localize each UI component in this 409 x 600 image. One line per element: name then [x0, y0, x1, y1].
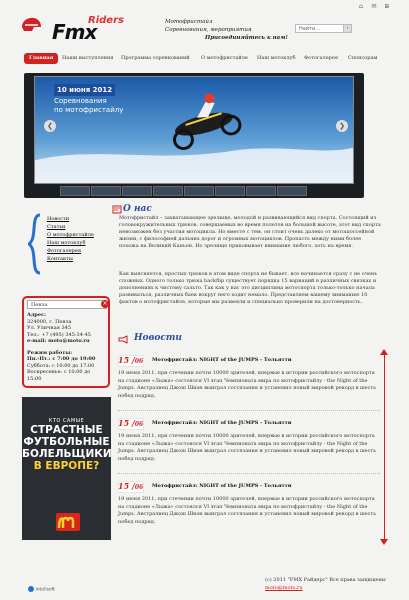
news-day: 15	[118, 481, 130, 491]
hours-line: Пн.-Пт.: с 7:00 до 19:00	[27, 356, 96, 362]
slider-thumb[interactable]	[122, 186, 152, 196]
slider-thumb[interactable]	[184, 186, 214, 196]
menu-item-about-fmx[interactable]: О мотофристайле	[47, 232, 94, 238]
scroll-up-icon[interactable]	[380, 349, 388, 355]
divider	[118, 473, 380, 474]
about-title: О нас	[123, 204, 152, 214]
megaphone-icon	[118, 335, 128, 344]
slider-thumb[interactable]	[153, 186, 183, 196]
search-input[interactable]: Найти...	[295, 24, 347, 33]
main-nav	[0, 53, 409, 65]
news-date: 15 /06	[118, 355, 144, 365]
footer-email[interactable]: moto@moto.ru	[265, 585, 303, 591]
ad-line: В ЕВРОПЕ?	[33, 460, 100, 472]
news-day: 15	[118, 355, 130, 365]
divider	[118, 410, 380, 411]
address-box	[22, 296, 110, 388]
city-select[interactable]	[27, 300, 107, 309]
slider-thumb[interactable]	[60, 186, 90, 196]
news-date: 15 /06	[118, 481, 144, 491]
footer-copyright: (c) 2011 "FMX Райдерс" Все права защищены	[265, 577, 386, 583]
menu-item-news[interactable]: Новости	[47, 216, 70, 222]
news-headline[interactable]: Мотофристайл: NIGHT of the JUMPS - Тольятти	[152, 483, 292, 489]
logo-text[interactable]: Fmx	[52, 20, 97, 44]
tagline-line-1: Мотофристайл	[165, 19, 213, 25]
side-menu	[47, 215, 94, 263]
ad-line: КТО САМЫЕ	[48, 418, 85, 424]
news-title: Новости	[134, 333, 182, 343]
mcdonalds-logo-icon	[56, 513, 80, 531]
tagline	[165, 18, 288, 42]
close-icon[interactable]: ×	[102, 300, 108, 307]
slider-thumb[interactable]	[215, 186, 245, 196]
hours-line: Суббота: с 10:00 до 17:00	[27, 362, 95, 369]
news-text: 19 июня 2011, при стечении почти 10000 зрителей, впервые в истории российского мотоспорта на стадионе «Лыжа» состоялся VI этап Чемпионата мира по мотофристайлу - the Night of the Jumps. Австралиец Джош Шиэн выиграл состязания и установил новый мировой рекорд в шесть побед подряд.	[118, 433, 376, 462]
city-select-value: Пенза	[31, 302, 48, 308]
nav-item-performances[interactable]: Наши выступления	[62, 55, 114, 61]
news-month: 06	[134, 358, 144, 365]
logo-script: Riders	[88, 15, 124, 26]
slider-title	[54, 97, 148, 115]
address-line: 324000, г. Пенза	[27, 318, 72, 325]
menu-item-contacts[interactable]: Контакты	[47, 256, 73, 262]
address-phone: Тел.: +7 (495) 345-34-45	[27, 331, 91, 338]
slider-next-icon[interactable]: ❯	[336, 120, 348, 132]
slider-thumb[interactable]	[91, 186, 121, 196]
news-month: 06	[134, 421, 144, 428]
ad-line: СТРАСТНЫЕ	[30, 424, 103, 436]
slider-caption	[54, 84, 148, 115]
sitemap-icon[interactable]: ⊞	[384, 3, 390, 10]
developer-logo-icon	[28, 586, 34, 592]
home-icon[interactable]: ⌂	[358, 3, 364, 10]
news-text: 19 июня 2011, при стечении почти 10000 зрителей, впервые в истории российского мотоспорта на стадионе «Лыжа» состоялся VI этап Чемпионата мира по мотофристайлу - the Night of the Jumps. Австралиец Джош Шиэн выиграл состязания и установил новый мировой рекорд в шесть побед подряд.	[118, 370, 376, 399]
menu-item-articles[interactable]: Статьи	[47, 224, 66, 230]
header-icons	[358, 4, 390, 10]
about-paragraph: Как выясняется, простых трюков в этом виде спорта не бывает, все начинается сразу с не очень сложных. Одного только трюка backflip существует порядка 15 вариаций в различных связках и дополнениях к чистому сальто. Так как у нас это дисциплина мотоспорта только-только начала развиваться, различных баек вокруг него ходит немало. Представляем вашему вниманию 10 фактов о мотофристайле, которые мы развеяли и специально проверили на достоверность.	[119, 271, 378, 305]
nav-item-program[interactable]: Программа соревнований	[121, 55, 190, 61]
developer-logo-text: intellsoft	[35, 587, 55, 593]
ad-line: ФУТБОЛЬНЫЕ	[23, 436, 110, 448]
nav-item-home[interactable]: Главная	[24, 53, 58, 64]
tagline-line-2: Соревнования, мероприятия	[165, 27, 252, 33]
nav-item-sponsors[interactable]: Спонсорам	[348, 55, 378, 61]
news-day: 15	[118, 418, 130, 428]
ad-line: БОЛЕЛЬЩИКИ	[22, 448, 112, 460]
address-line: Ул. Уличная 345	[27, 325, 71, 331]
about-paragraph: Мотофристайл – захватывающее зрелище, молодой и развивающийся вид спорта. Состоящий из головокружительных трюков, совершаемых во время полетов на большой высоте, этот вид спорта невозможен без участия мотоцикла. Но вместе с тем, он стоит очень далеко от мотошоссейной жизни, с философией дальних дорог и огромных мотоциклов. Пропасть между ними более похожа на Великий Каньон. Но зрелище приковывает внимание любого, хоть на время.	[119, 215, 381, 249]
hours-line: Воскресенье: с 10:00 до 15:00	[27, 369, 91, 382]
news-date: 15 /06	[118, 418, 144, 428]
developer-logo[interactable]	[28, 586, 55, 593]
menu-bracket-icon	[28, 213, 42, 275]
search-button[interactable]: ›	[343, 24, 352, 33]
news-month: 06	[134, 484, 144, 491]
news-headline[interactable]: Мотофристайл: NIGHT of the JUMPS - Тольятти	[152, 357, 292, 363]
slider-date: 10 июня 2012	[54, 84, 115, 96]
mail-icon[interactable]: ✉	[371, 3, 377, 10]
tagline-line-3: Присоединяйтесь к нам!	[205, 35, 288, 41]
menu-item-gallery[interactable]: Фотогалерея	[47, 248, 81, 254]
slider-prev-icon[interactable]: ❮	[44, 120, 56, 132]
slider-title-line-2: по мотофристайлу	[54, 106, 124, 114]
nav-item-club[interactable]: Наш мотоклуб	[257, 55, 296, 61]
hours-label: Режим работы:	[27, 349, 73, 356]
slider-thumbs	[60, 186, 307, 196]
scroll-down-icon[interactable]	[380, 539, 388, 545]
news-scrollbar[interactable]	[383, 353, 386, 541]
nav-item-gallery[interactable]: Фотогалерея	[304, 55, 338, 61]
address-body	[27, 312, 105, 382]
address-label: Адрес:	[27, 312, 46, 318]
ad-banner-text	[22, 418, 111, 472]
nav-item-about-fmx[interactable]: О мотофристайле	[201, 55, 248, 61]
slider-thumb[interactable]	[277, 186, 307, 196]
news-headline[interactable]: Мотофристайл: NIGHT of the JUMPS - Тольятти	[152, 420, 292, 426]
slider-thumb[interactable]	[246, 186, 276, 196]
helmet-logo-icon	[20, 17, 42, 35]
info-icon	[112, 205, 122, 214]
slider-title-line-1: Соревнования	[54, 97, 107, 105]
news-text: 19 июня 2011, при стечении почти 10000 зрителей, впервые в истории российского мотоспорта на стадионе «Лыжа» состоялся VI этап Чемпионата мира по мотофристайлу - the Night of the Jumps. Австралиец Джош Шиэн выиграл состязания и установил новый мировой рекорд в шесть побед подряд.	[118, 496, 376, 525]
menu-item-club[interactable]: Наш мотоклуб	[47, 240, 86, 246]
address-email[interactable]: e-mail: moto@moto.ru	[27, 338, 90, 344]
